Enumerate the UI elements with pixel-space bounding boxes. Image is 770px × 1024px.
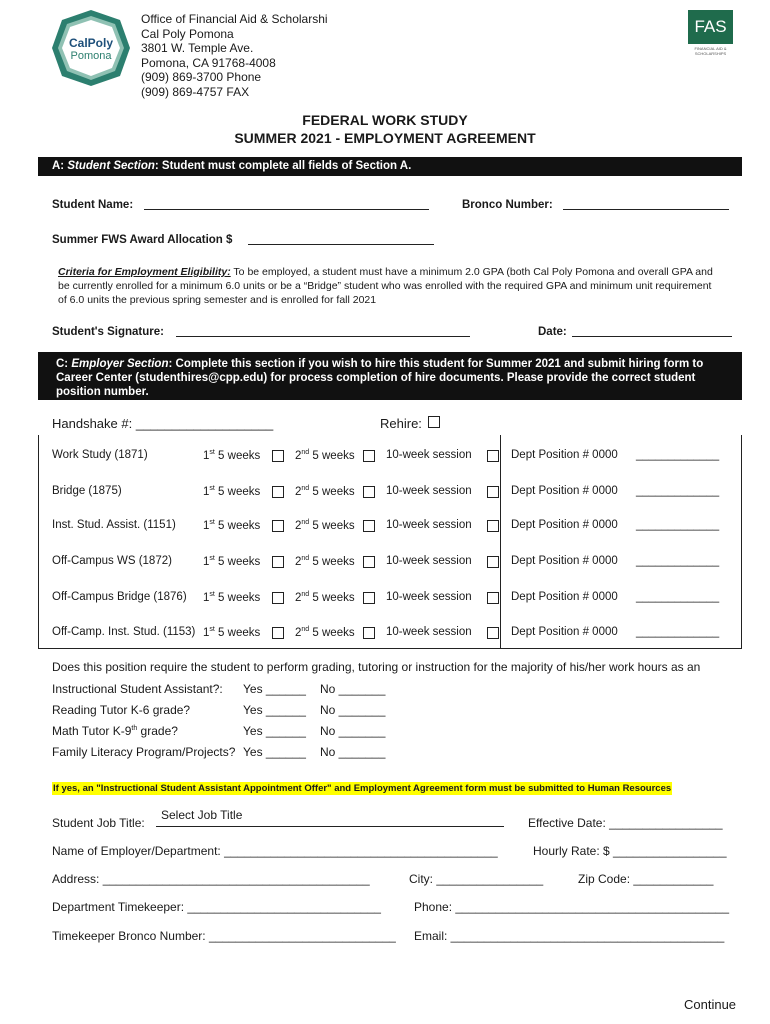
math-tutor-no[interactable]: No _______ [320, 724, 386, 738]
first-5-weeks-label: 1st 5 weeks [203, 519, 261, 532]
dept-position-label: Dept Position # 0000 [511, 485, 618, 497]
bronco-number-label: Bronco Number: [462, 199, 553, 211]
dept-position-input[interactable]: _____________ [636, 591, 720, 603]
hr-notice: If yes, an "Instructional Student Assistant Appointment Offer" and Employment Agreement form must be submitted to Human Resources [53, 783, 672, 794]
city-field[interactable]: City: ________________ [409, 872, 544, 886]
fas-logo-sub: FINANCIAL AID & [694, 46, 727, 51]
ten-week-checkbox[interactable] [487, 627, 499, 639]
isa-no[interactable]: No _______ [320, 682, 386, 696]
second-5-weeks-label: 2nd 5 weeks [295, 555, 355, 568]
first-5-weeks-label: 1st 5 weeks [203, 555, 261, 568]
positions-table [38, 435, 742, 649]
ten-week-label: 10-week session [386, 591, 472, 603]
second-5-weeks-checkbox[interactable] [363, 520, 375, 532]
question-math-tutor: Math Tutor K-9th grade? [52, 724, 178, 738]
office-address [141, 12, 328, 99]
isa-yes[interactable]: Yes ______ [243, 682, 306, 696]
table-row [38, 585, 740, 586]
section-a-header: A: Student Section: Student must complete all fields of Section A. [38, 157, 742, 176]
form-subtitle: SUMMER 2021 - EMPLOYMENT AGREEMENT [234, 130, 536, 146]
second-5-weeks-label: 2nd 5 weeks [295, 591, 355, 604]
first-5-weeks-checkbox[interactable] [272, 520, 284, 532]
dept-position-label: Dept Position # 0000 [511, 449, 618, 461]
award-allocation-label: Summer FWS Award Allocation $ [52, 234, 233, 246]
dept-position-input[interactable]: _____________ [636, 485, 720, 497]
table-row [38, 479, 740, 480]
address-line: Cal Poly Pomona [141, 26, 234, 41]
first-5-weeks-checkbox[interactable] [272, 627, 284, 639]
second-5-weeks-label: 2nd 5 weeks [295, 449, 355, 462]
cal-poly-pomona-logo [50, 8, 132, 88]
first-5-weeks-checkbox[interactable] [272, 556, 284, 568]
second-5-weeks-label: 2nd 5 weeks [295, 485, 355, 498]
position-name: Bridge (1875) [52, 485, 122, 497]
second-5-weeks-checkbox[interactable] [363, 627, 375, 639]
dept-position-input[interactable]: _____________ [636, 555, 720, 567]
zip-field[interactable]: Zip Code: ____________ [578, 872, 714, 886]
first-5-weeks-label: 1st 5 weeks [203, 626, 261, 639]
student-name-label: Student Name: [52, 199, 134, 211]
email-field[interactable]: Email: _________________________________________ [414, 929, 725, 943]
address-line: Pomona, CA 91768-4008 [141, 55, 276, 70]
ten-week-label: 10-week session [386, 449, 472, 461]
position-name: Off-Camp. Inst. Stud. (1153) [52, 626, 196, 638]
first-5-weeks-checkbox[interactable] [272, 450, 284, 462]
family-literacy-no[interactable]: No _______ [320, 745, 386, 759]
timekeeper-bronco-field[interactable]: Timekeeper Bronco Number: ____________________________ [52, 929, 396, 943]
first-5-weeks-label: 1st 5 weeks [203, 449, 261, 462]
svg-text:Pomona: Pomona [70, 50, 112, 62]
address-line: (909) 869-4757 FAX [141, 84, 250, 99]
position-name: Inst. Stud. Assist. (1151) [52, 519, 176, 531]
address-line: 3801 W. Temple Ave. [141, 41, 254, 55]
position-name: Off-Campus WS (1872) [52, 555, 172, 567]
first-5-weeks-label: 1st 5 weeks [203, 591, 261, 604]
table-row [38, 443, 740, 444]
job-title-select[interactable]: Select Job Title [161, 808, 243, 822]
student-name-input[interactable] [144, 209, 429, 210]
family-literacy-yes[interactable]: Yes ______ [243, 745, 306, 759]
ten-week-label: 10-week session [386, 626, 472, 638]
position-name: Off-Campus Bridge (1876) [52, 591, 187, 603]
fas-logo [688, 10, 733, 57]
job-title-line [156, 826, 504, 827]
student-signature-label: Student's Signature: [52, 326, 164, 338]
ten-week-checkbox[interactable] [487, 520, 499, 532]
date-input[interactable] [572, 336, 732, 337]
ten-week-checkbox[interactable] [487, 556, 499, 568]
ten-week-label: 10-week session [386, 519, 472, 531]
second-5-weeks-label: 2nd 5 weeks [295, 519, 355, 532]
phone-field[interactable]: Phone: _________________________________________ [414, 900, 729, 914]
handshake-number[interactable]: Handshake #: ___________________ [52, 416, 274, 431]
dept-position-label: Dept Position # 0000 [511, 555, 618, 567]
second-5-weeks-checkbox[interactable] [363, 592, 375, 604]
dept-position-input[interactable]: _____________ [636, 449, 720, 461]
dept-position-label: Dept Position # 0000 [511, 519, 618, 531]
table-row [38, 549, 740, 550]
second-5-weeks-checkbox[interactable] [363, 450, 375, 462]
table-row [38, 620, 740, 621]
table-divider [500, 435, 501, 648]
eligibility-criteria: Criteria for Employment Eligibility: To be employed, a student must have a minimum 2.0 GPA (both Cal Poly Pomona and overall GPA and be currently enrolled for a minimum 6.0 units or be a “Bridge” student who was enrolled with the required GPA and minimum unit requirement of 6.0 units the previous spring semester and is enrolled for fall 2021 [58, 266, 713, 306]
award-allocation-input[interactable] [248, 244, 434, 245]
first-5-weeks-checkbox[interactable] [272, 592, 284, 604]
svg-text:CalPoly: CalPoly [68, 36, 114, 50]
ten-week-checkbox[interactable] [487, 486, 499, 498]
ten-week-checkbox[interactable] [487, 592, 499, 604]
dept-position-input[interactable]: _____________ [636, 519, 720, 531]
ten-week-label: 10-week session [386, 555, 472, 567]
second-5-weeks-checkbox[interactable] [363, 486, 375, 498]
position-name: Work Study (1871) [52, 449, 148, 461]
student-signature-input[interactable] [176, 336, 470, 337]
dept-position-input[interactable]: _____________ [636, 626, 720, 638]
form-title: FEDERAL WORK STUDY [302, 112, 468, 128]
hourly-rate-field[interactable]: Hourly Rate: $ _________________ [533, 844, 727, 858]
address-line: (909) 869-3700 Phone [141, 70, 262, 84]
dept-position-label: Dept Position # 0000 [511, 591, 618, 603]
address-field[interactable]: Address: ________________________________________ [52, 872, 370, 886]
reading-tutor-no[interactable]: No _______ [320, 703, 386, 717]
fas-logo-sub: SCHOLARSHIPS [694, 51, 727, 56]
rehire-label: Rehire: [380, 416, 422, 431]
continue-label: Continue [684, 997, 737, 1012]
question-reading-tutor: Reading Tutor K-6 grade? [52, 703, 191, 717]
grading-question: Does this position require the student to perform grading, tutoring or instruction for the majority of his/her work hours as an [52, 660, 701, 674]
table-row [38, 513, 740, 514]
effective-date-field[interactable]: Effective Date: _________________ [528, 816, 723, 830]
employer-field[interactable]: Name of Employer/Department: _________________________________________ [52, 844, 498, 858]
section-c-header: C: Employer Section: Complete this section if you wish to hire this student for Summer 2021 and submit hiring form to Career Center (studenthires@cpp.edu) for process completion of hire documents. Please provide the correct student position number. [38, 352, 742, 400]
fas-logo-text: FAS [688, 10, 733, 44]
second-5-weeks-label: 2nd 5 weeks [295, 626, 355, 639]
first-5-weeks-checkbox[interactable] [272, 486, 284, 498]
question-family-literacy: Family Literacy Program/Projects? [52, 745, 236, 759]
date-label: Date: [538, 326, 567, 338]
question-isa: Instructional Student Assistant?: [52, 682, 223, 696]
ten-week-label: 10-week session [386, 485, 472, 497]
job-title-label: Student Job Title: [52, 816, 145, 830]
ten-week-checkbox[interactable] [487, 450, 499, 462]
rehire-checkbox[interactable] [428, 416, 440, 428]
dept-position-label: Dept Position # 0000 [511, 626, 618, 638]
second-5-weeks-checkbox[interactable] [363, 556, 375, 568]
timekeeper-field[interactable]: Department Timekeeper: _____________________________ [52, 900, 381, 914]
bronco-number-input[interactable] [563, 209, 729, 210]
reading-tutor-yes[interactable]: Yes ______ [243, 703, 306, 717]
address-line: Office of Financial Aid & Scholarshi [141, 12, 328, 26]
math-tutor-yes[interactable]: Yes ______ [243, 724, 306, 738]
first-5-weeks-label: 1st 5 weeks [203, 485, 261, 498]
